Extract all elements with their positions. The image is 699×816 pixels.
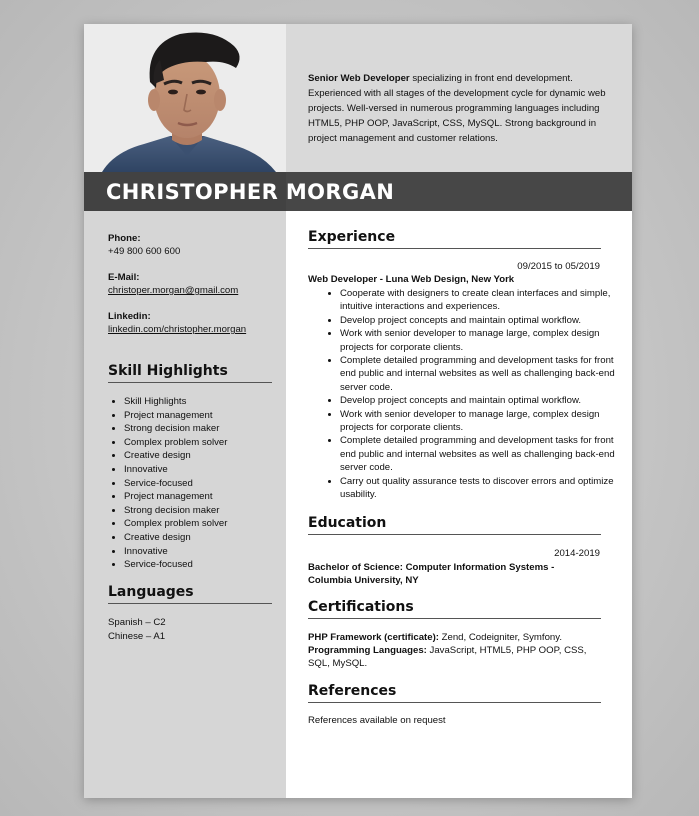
list-item: • Strong decision maker — [124, 422, 227, 436]
list-item: • Work with senior developer to manage large, complex design projects for corporate clients. — [340, 408, 620, 435]
list-item: • Develop project concepts and maintain optimal workflow. — [340, 314, 620, 327]
contact-phone — [108, 232, 278, 258]
list-item: • Creative design — [124, 531, 227, 545]
phone-label: Phone: — [108, 233, 141, 244]
contact-linkedin — [108, 310, 278, 336]
job-title: Web Developer - Luna Web Design, New York — [308, 274, 515, 285]
list-item: • Develop project concepts and maintain optimal workflow. — [340, 394, 620, 407]
duties-list — [324, 287, 620, 502]
list-item: • Complex problem solver — [124, 517, 227, 531]
linkedin-link[interactable]: linkedin.com/christopher.morgan — [108, 324, 247, 335]
experience-date: 09/2015 to 05/2019 — [517, 261, 600, 272]
references-text: References available on request — [308, 715, 446, 726]
certifications-heading: Certifications — [308, 599, 601, 619]
experience-heading: Experience — [308, 229, 601, 249]
skills-heading: Skill Highlights — [108, 363, 272, 383]
profile-summary — [308, 71, 608, 146]
skills-list — [108, 395, 227, 572]
summary-role: Senior Web Developer — [308, 73, 410, 84]
list-item: • Complex problem solver — [124, 436, 227, 450]
list-item: • Complete detailed programming and development tasks for front end public and internal websites as well as challenging back-end server code. — [340, 434, 620, 474]
summary-text: specializing in front end development. Experienced with all stages of the development cycle for dynamic web projects. Well-versed in numerous programming languages including HTML5, PHP OOP, JavaScript, CSS, MySQL. Strong background in project management and customer relations. — [308, 73, 606, 144]
profile-photo — [84, 24, 286, 172]
list-item: • Project management — [124, 490, 227, 504]
list-item: • Complete detailed programming and development tasks for front end public and internal websites as well as challenging back-end server code. — [340, 354, 620, 394]
list-item: • Service-focused — [124, 558, 227, 572]
education-degree: Bachelor of Science: Computer Information Systems - Columbia University, NY — [308, 562, 555, 586]
candidate-name: CHRISTOPHER MORGAN — [106, 180, 395, 204]
list-item: • Service-focused — [124, 477, 227, 491]
cert-php — [308, 631, 604, 644]
linkedin-label: Linkedin: — [108, 311, 151, 322]
list-item: Spanish – C2 — [108, 617, 166, 628]
references-heading: References — [308, 683, 601, 703]
list-item: • Creative design — [124, 449, 227, 463]
list-item: • Innovative — [124, 545, 227, 559]
list-item: • Carry out quality assurance tests to discover errors and optimize usability. — [340, 475, 620, 502]
list-item: Chinese – A1 — [108, 630, 166, 642]
email-label: E-Mail: — [108, 272, 140, 283]
resume-page — [84, 24, 632, 798]
email-link[interactable]: christoper.morgan@gmail.com — [108, 285, 239, 296]
cert-php-label: PHP Framework (certificate): — [308, 632, 439, 643]
contact-email — [108, 271, 278, 297]
education-heading: Education — [308, 515, 601, 535]
languages-list — [108, 616, 166, 643]
certifications-body — [308, 631, 604, 670]
cert-prog — [308, 644, 604, 670]
phone-value: +49 800 600 600 — [108, 246, 181, 257]
cert-php-value: Zend, Codeigniter, Symfony. — [438, 632, 562, 643]
cert-prog-value: JavaScript, HTML5, PHP OOP, CSS, SQL, MySQL. — [308, 645, 587, 669]
languages-heading: Languages — [108, 584, 272, 604]
list-item: • Skill Highlights — [124, 395, 227, 409]
list-item: • Project management — [124, 409, 227, 423]
education-date: 2014-2019 — [554, 548, 600, 559]
list-item: • Innovative — [124, 463, 227, 477]
cert-prog-label: Programming Languages: — [308, 645, 427, 656]
list-item: • Cooperate with designers to create clean interfaces and simple, intuitive interactions and experiences. — [340, 287, 620, 314]
list-item: • Work with senior developer to manage large, complex design projects for corporate clients. — [340, 327, 620, 354]
list-item: • Strong decision maker — [124, 504, 227, 518]
